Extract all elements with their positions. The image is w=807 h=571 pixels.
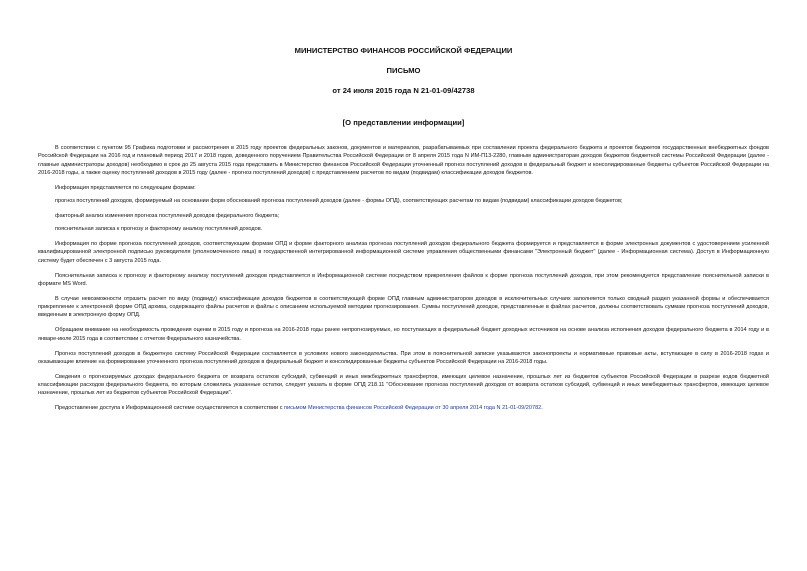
access-text-prefix: Предоставление доступа к Информационной системе осуществляется в соответствии с	[55, 405, 285, 412]
ministry-heading: МИНИСТЕРСТВО ФИНАНСОВ РОССИЙСКОЙ ФЕДЕРАЦИИ	[294, 46, 513, 55]
document-type: ПИСЬМО	[386, 66, 421, 75]
paragraph: Сведения о прогнозируемых доходах федерального бюджета от возврата остатков субсидий, субвенций и иных межбюджетных трансфертов, имеющих целевое назначение, прошлых лет из бюджетов субъектов Российской Федерации в разрезе кодов бюджетной классификации расходов федерального бюджета, по которым сложились указанные остатки, следует указать в форме ОПД 218.11 "Обоснование прогноза поступлений доходов от возврата остатков субсидий, субвенций и иных межбюджетных трансфертов, имеющих целевое назначение, прошлых лет из бюджетов субъектов Российской Федерации".	[38, 373, 769, 397]
date-and-number: от 24 июля 2015 года N 21-01-09/42738	[332, 86, 475, 95]
document-subject: [О представлении информации]	[342, 118, 465, 127]
paragraph: Прогноз поступлений доходов в бюджетную систему Российской Федерации составляется в условиях нового законодательства. При этом в пояснительной записке указываются законопроекты и нормативные правовые акты, вступающие в силу в 2016-2018 годах и оказывающие влияние на формирование уточненного прогноза поступлений доходов в федеральный бюджет и консолидированные бюджеты субъектов Российской Федерации на 2016-2018 годы.	[38, 350, 769, 365]
paragraph: Пояснительная записка к прогнозу и факторному анализу поступлений доходов представляется в Информационной системе посредством прикрепления файлов к форме прогноза поступлений доходов, при этом рекомендуется представление пояснительной записки в формате MS Word.	[38, 272, 769, 287]
letter-body	[38, 144, 769, 419]
paragraph: В случае невозможности отразить расчет по виду (подвиду) классификации доходов бюджетов в соответствующей форме ОПД главным администратором доходов в исключительных случаях заполняется только сводный раздел указанной формы и обеспечивается прикрепление к электронной форме ОПД архива, содержащего файлы расчетов и файлы с описанием используемой методики прогнозирования. Суммы поступлений доходов, представленные в файлах расчетов, должны соответствовать суммам прогноза поступлений доходов, введенным в электронную форму ОПД.	[38, 295, 769, 319]
paragraph: В соответствии с пунктом 95 Графика подготовки и рассмотрения в 2015 году проектов федеральных законов, документов и материалов, разрабатываемых при составлении проекта федерального бюджета и проектов бюджетов государственных внебюджетных фондов Российской Федерации на 2016 год и плановый период 2017 и 2018 годов, доведенного поручением Правительства Российской Федерации от 8 апреля 2015 года N ИМ-П13-2280, главным администраторам доходов бюджетов бюджетной системы Российской Федерации (далее - главные администраторы доходов) необходимо в срок до 25 августа 2015 года представить в Министерство финансов Российской Федерации уточненный прогноз поступлений доходов в федеральный бюджет и консолидированные бюджеты субъектов Российской Федерации на 2016-2018 годы, а также оценку поступлений доходов в 2015 году (далее - прогноз поступлений доходов) с представлением расчетов по видам (подвидам) классификации доходов бюджетов.	[38, 145, 769, 176]
paragraph: Информация представляется по следующим формам:	[55, 184, 196, 191]
paragraph: факторный анализ изменения прогноза поступлений доходов федерального бюджета;	[55, 212, 280, 219]
paragraph: Информация по форме прогноза поступлений доходов, соответствующим формам ОПД и форме факторного анализа прогноза поступлений доходов федерального бюджета формируется и представляется в форме электронных документов с удостоверением усиленной квалифицированной электронной подписью руководителя (уполномоченного лица) в государственной интегрированной информационной системе управления общественными финансами "Электронный бюджет" (далее - Информационная система). Доступ в Информационную систему будет обеспечен с 3 августа 2015 года.	[38, 241, 769, 264]
paragraph: Обращаем внимание на необходимость проведения оценки в 2015 году и прогноза на 2016-2018 годы ранее непрогнозируемых, но поступающих в федеральный бюджет доходных источников на основе анализа исполнения доходов федерального бюджета в 2014 году и в январе-июле 2015 года в соответствии с отчетом Федерального казначейства.	[38, 327, 769, 342]
paragraph: пояснительная записка к прогнозу и факторному анализу поступлений доходов.	[55, 226, 263, 233]
paragraph: прогноз поступлений доходов, формируемый на основании форм обоснований прогноза поступлений доходов (далее - формы ОПД), соответствующих расчетам по видам (подвидам) классификации доходов бюджетов;	[55, 198, 623, 205]
access-text-suffix: .	[541, 405, 543, 412]
paragraph-access	[38, 404, 769, 412]
ministry-letter-link[interactable]: письмом Министерства финансов Российской Федерации от 30 апреля 2014 года N 21-01-09/20782	[284, 405, 542, 412]
